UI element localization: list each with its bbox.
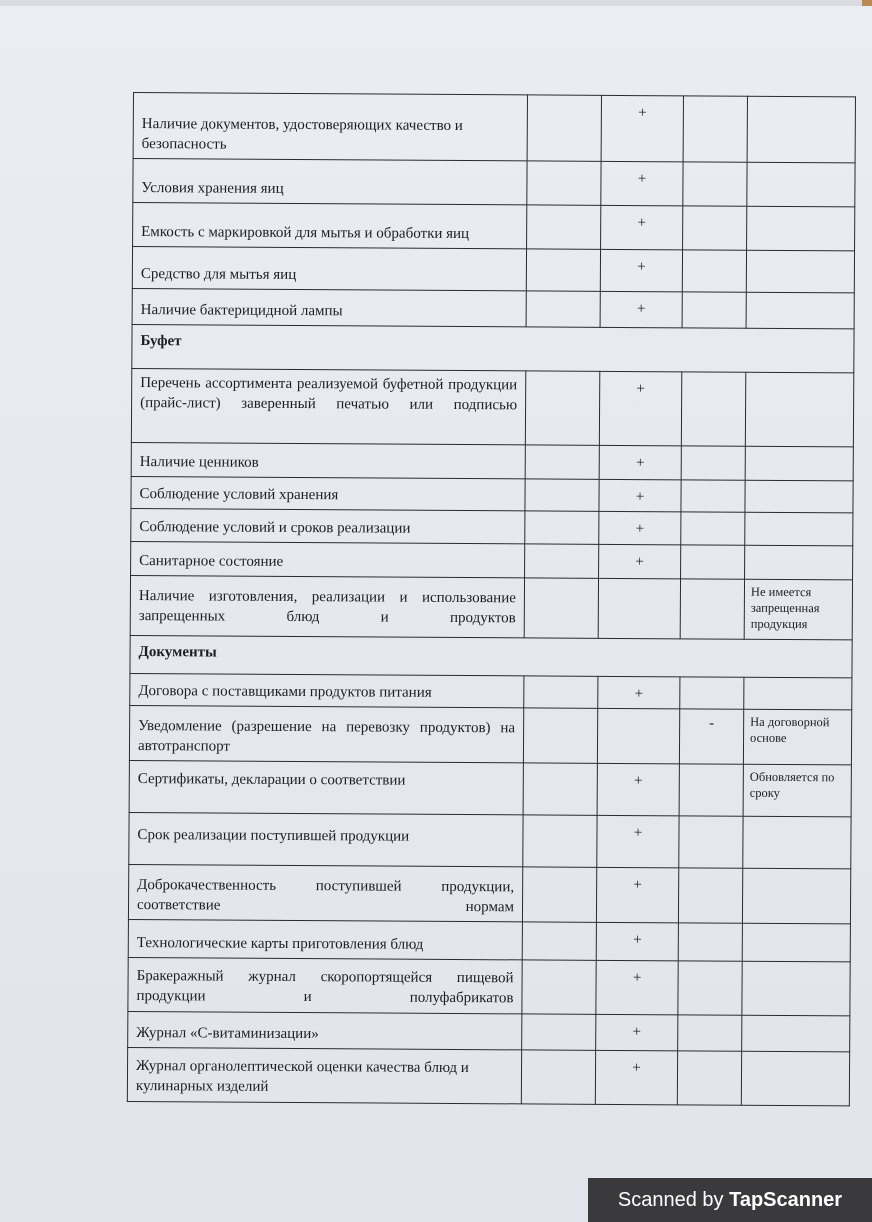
mark-cell: + [601,161,683,206]
table-row [130,575,852,639]
note-cell [745,545,853,580]
table-row [132,247,854,293]
mark-cell: + [599,371,681,445]
row-label: Уведомление (разрешение на перевозку продуктов) на автотранспорт [129,705,523,762]
table-row [131,442,853,480]
empty-cell [683,206,747,250]
note-cell [745,480,853,513]
note-cell [742,1015,850,1052]
empty-cell [524,578,598,638]
empty-cell [681,512,745,545]
note-cell [741,1051,849,1106]
empty-cell [527,205,601,249]
empty-cell [521,1050,595,1104]
empty-cell [679,816,743,868]
empty-cell [522,960,596,1014]
row-label: Журнал органолептической оценки качества блюд и кулинарных изделий [127,1047,521,1103]
empty-cell [680,677,744,709]
note-cell [747,96,855,163]
row-label: Журнал «С-витаминизации» [128,1011,522,1049]
note-cell [743,816,851,869]
empty-cell [678,923,742,961]
table-row [128,919,850,961]
note-cell [746,292,854,329]
empty-cell [681,372,745,446]
mark-cell: + [601,205,683,250]
row-label: Наличие изготовления, реализации и использование запрещенных блюд и продуктов [130,575,524,637]
table-row [128,1011,850,1051]
empty-cell [522,922,596,960]
empty-cell [680,579,744,639]
row-label: Бракеражный журнал скоропортящейся пищевой продукции и полуфабрикатов [128,957,522,1013]
empty-cell [525,479,599,511]
mark-cell: + [601,95,683,161]
empty-cell [681,545,745,579]
row-label: Соблюдение условий и сроков реализации [131,508,525,543]
empty-cell [525,371,599,445]
note-cell [742,868,850,924]
mark-cell: + [595,1050,677,1104]
note-cell [746,250,854,293]
empty-cell [526,249,600,291]
row-label: Емкость с маркировкой для мытья и обработки яиц [133,203,527,249]
empty-cell [522,1014,596,1050]
table-row [131,476,853,512]
section-heading: Документы [130,635,852,677]
watermark-brand: TapScanner [729,1189,843,1211]
table-row [130,673,852,709]
row-label: Соблюдение условий хранения [131,476,525,510]
section-heading: Буфет [132,324,854,372]
table-row [131,368,853,446]
mark-cell: + [596,922,678,961]
empty-cell [525,445,599,479]
watermark-prefix: Scanned by [617,1189,730,1211]
note-cell: Обновляется по сроку [743,764,851,817]
table-row [128,864,850,923]
mark-cell: + [599,544,681,579]
row-label: Перечень ассортимента реализуемой буфетной продукции (прайс-лист) заверенный печатью или подписью [131,368,525,444]
empty-cell [527,95,601,161]
note-cell [745,372,853,447]
row-label: Технологические карты приготовления блюд [128,919,522,959]
mark-cell: + [596,867,678,922]
row-label: Наличие документов, удостоверяющих качество и безопасность [133,93,527,161]
note-cell [747,162,855,207]
empty-cell [523,815,597,867]
row-label: Договора с поставщиками продуктов питания [130,673,524,707]
empty-cell [679,764,743,816]
empty-cell [678,961,742,1015]
empty-cell [523,763,597,815]
empty-cell [678,1015,742,1051]
note-cell: Не имеется запрещенная продукция [744,579,852,640]
empty-cell [523,708,597,763]
empty-cell [683,96,747,162]
mark-cell: + [600,249,682,292]
note-cell [742,961,850,1016]
section-row [130,635,852,677]
dash-cell: - [679,709,743,764]
table-row [127,1047,849,1105]
table-row [129,705,851,764]
mark-cell: + [596,960,678,1014]
table-row [133,159,855,207]
empty-cell [525,544,599,578]
row-label: Наличие бактерицидной лампы [132,288,526,326]
table-row [129,812,851,868]
table-row [133,203,855,251]
empty-cell [682,250,746,292]
empty-cell [678,868,742,923]
row-label: Средство для мытья яиц [132,247,526,291]
empty-cell [522,867,596,922]
mark-cell: + [598,676,680,709]
empty-cell [682,292,746,328]
row-label: Сертификаты, декларации о соответствии [129,760,523,814]
note-cell: На договорной основе [743,709,851,765]
inspection-table [127,92,856,1106]
table-row [132,288,854,328]
mark-cell: + [599,479,681,512]
note-cell [744,677,852,710]
section-row [132,324,854,372]
empty-cell [527,161,601,205]
note-cell [745,512,853,546]
table-row [131,541,853,579]
row-label: Срок реализации поступившей продукции [129,812,523,866]
mark-cell: + [597,763,679,815]
empty-cell [526,291,600,327]
table-row [129,760,851,816]
note-cell [745,446,853,481]
table-row [128,957,850,1015]
row-label: Доброкачественность поступившей продукции, соответствие нормам [128,864,522,921]
empty-cell [677,1051,741,1105]
empty-cell [524,676,598,708]
mark-cell: + [597,815,679,867]
empty-cell [683,162,747,206]
empty-cell [525,511,599,544]
mark-cell [597,708,679,763]
note-cell [742,923,850,962]
note-cell [747,206,855,251]
table-row [131,508,853,545]
mark-cell: + [596,1014,678,1051]
row-label: Санитарное состояние [131,541,525,577]
empty-cell [681,480,745,512]
mark-cell: + [599,511,681,545]
table-row [133,93,855,163]
mark-cell: + [599,445,681,480]
empty-cell [681,446,745,480]
mark-cell [598,578,680,638]
row-label: Наличие ценников [131,442,525,478]
row-label: Условия хранения яиц [133,159,527,205]
mark-cell: + [600,291,682,328]
scanner-watermark [588,1178,872,1222]
